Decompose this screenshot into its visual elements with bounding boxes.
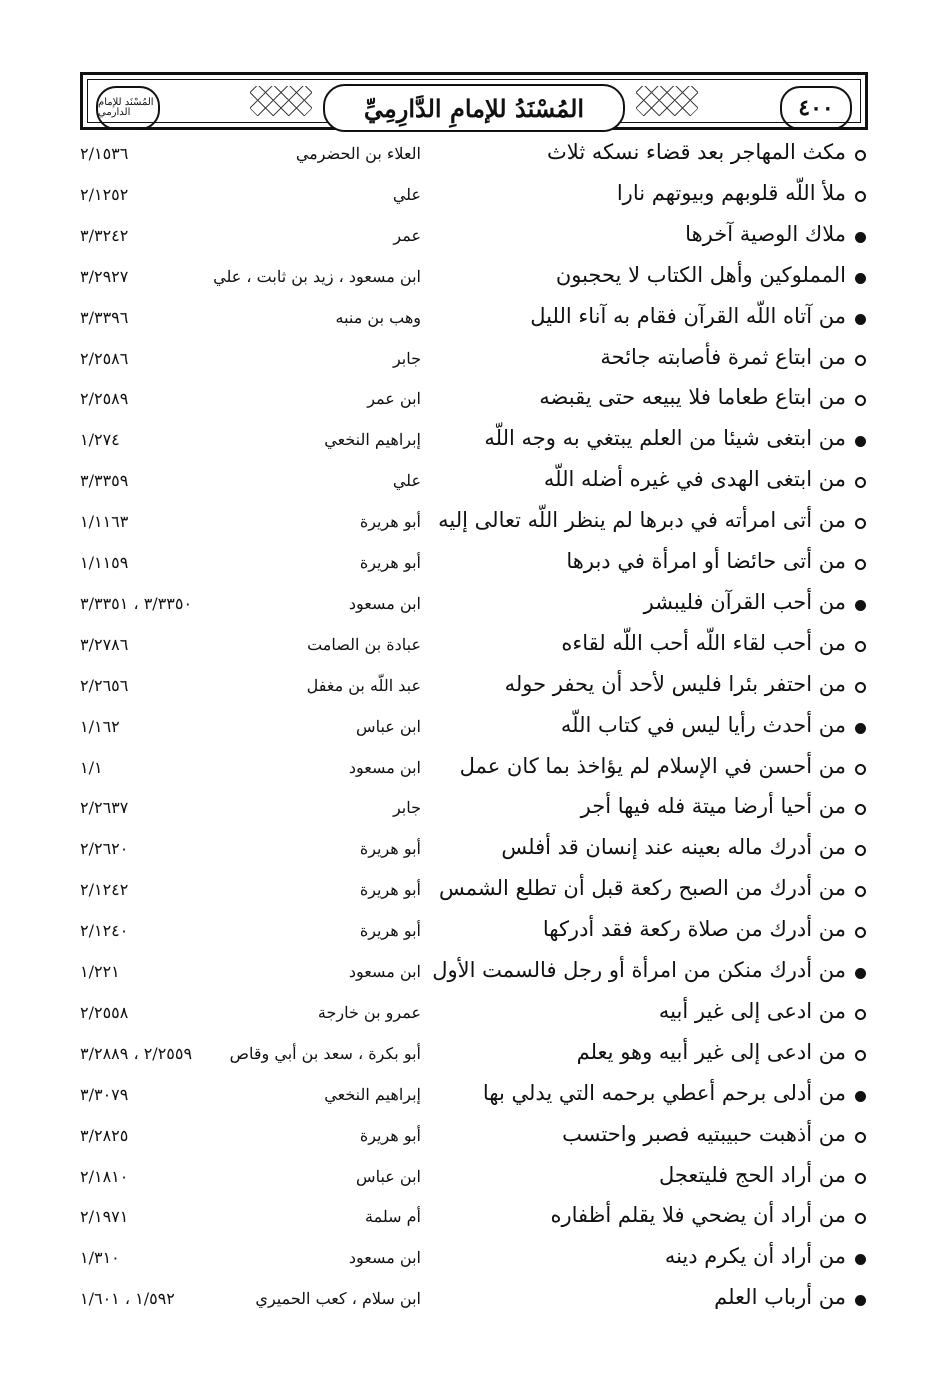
- narrator-name: جابر: [392, 349, 421, 368]
- open-circle-icon: [855, 845, 866, 856]
- index-row: [0, 465, 936, 505]
- index-row: [0, 1038, 936, 1078]
- index-row: [0, 915, 936, 955]
- narrator-name: عمرو بن خارجة: [317, 1003, 421, 1022]
- hadith-text: من أراد أن يكرم دينه: [664, 1244, 846, 1268]
- filled-bullet-icon: [855, 1091, 866, 1102]
- title-cartouche: [323, 84, 625, 132]
- narrator-name: أبو هريرة: [359, 512, 421, 531]
- open-circle-icon: [855, 682, 866, 693]
- hadith-text: من ابتغى الهدى في غيره أضله اللّه: [543, 467, 846, 491]
- index-row: [0, 792, 936, 832]
- hadith-text: ملأ اللّه قلوبهم وبيوتهم نارا: [616, 181, 846, 205]
- index-row: [0, 752, 936, 792]
- hadith-text: من أراد الحج فليتعجل: [658, 1163, 846, 1187]
- narrator-name: جابر: [392, 798, 421, 817]
- hadith-text: من أدرك ماله بعينه عند إنسان قد أفلس: [501, 835, 846, 859]
- hadith-text: من احتفر بئرا فليس لأحد أن يحفر حوله: [504, 672, 846, 696]
- hadith-reference: ٣/٣٠٧٩: [80, 1085, 129, 1104]
- narrator-name: ابن مسعود: [348, 594, 421, 613]
- narrator-name: ابن سلام ، كعب الحميري: [255, 1289, 421, 1308]
- open-circle-icon: [855, 559, 866, 570]
- open-circle-icon: [855, 886, 866, 897]
- hadith-reference: ٢/١٨١٠: [80, 1167, 129, 1186]
- hadith-text: من ابتاع طعاما فلا يبيعه حتى يقبضه: [539, 385, 846, 409]
- narrator-name: ابن مسعود: [348, 962, 421, 981]
- hadith-text: من أدرك من صلاة ركعة فقد أدركها: [542, 917, 846, 941]
- hadith-reference: ٢/١٢٤٢: [80, 880, 129, 899]
- narrator-name: أبو هريرة: [359, 921, 421, 940]
- open-circle-icon: [855, 804, 866, 815]
- hadith-text: من أحب القرآن فليبشر: [643, 590, 846, 614]
- hadith-reference: ٢/٢٥٥٩ ، ٣/٢٨٨٩: [80, 1044, 193, 1063]
- hadith-reference: ١/١٦٢: [80, 717, 120, 736]
- seal-text: المُسْنَد للإمام الدارمي: [98, 97, 154, 118]
- narrator-name: ابن مسعود ، زيد بن ثابت ، علي: [213, 267, 421, 286]
- index-row: [0, 874, 936, 914]
- hadith-text: من آتاه اللّه القرآن فقام به آناء الليل: [530, 304, 846, 328]
- index-row: [0, 179, 936, 219]
- filled-bullet-icon: [855, 273, 866, 284]
- narrator-name: عبد اللّه بن مغفل: [306, 676, 421, 695]
- filled-bullet-icon: [855, 1254, 866, 1265]
- hadith-reference: ٢/٢٦٥٦: [80, 676, 129, 695]
- hadith-text: من ابتغى شيئا من العلم يبتغي به وجه اللّه: [484, 426, 846, 450]
- page-number-box: [780, 86, 852, 130]
- hadith-reference: ١/٢٧٤: [80, 430, 120, 449]
- hadith-reference: ١/٢٢١: [80, 962, 120, 981]
- hadith-text: مكث المهاجر بعد قضاء نسكه ثلاث: [547, 140, 846, 164]
- ornament-lattice-right: [636, 86, 698, 116]
- narrator-name: أبو هريرة: [359, 553, 421, 572]
- open-circle-icon: [855, 1050, 866, 1061]
- index-row: [0, 1283, 936, 1323]
- hadith-reference: ٣/٢٧٨٦: [80, 635, 129, 654]
- book-seal-logo: [96, 86, 160, 130]
- index-row: [0, 997, 936, 1037]
- narrator-name: إبراهيم النخعي: [324, 430, 421, 449]
- filled-bullet-icon: [855, 1295, 866, 1306]
- book-title: المُسْنَدُ للإمامِ الدَّارِمِيِّ: [363, 93, 585, 123]
- narrator-name: أم سلمة: [365, 1207, 421, 1226]
- index-row: [0, 711, 936, 751]
- open-circle-icon: [855, 395, 866, 406]
- index-row: [0, 547, 936, 587]
- hadith-text: من ادعى إلى غير أبيه وهو يعلم: [576, 1040, 846, 1064]
- filled-bullet-icon: [855, 232, 866, 243]
- index-row: [0, 1120, 936, 1160]
- hadith-text: من أحيا أرضا ميتة فله فيها أجر: [580, 794, 846, 818]
- filled-bullet-icon: [855, 436, 866, 447]
- header-frame: [87, 79, 861, 123]
- ornament-lattice-left: [250, 86, 312, 116]
- hadith-text: من أرباب العلم: [714, 1285, 846, 1309]
- index-row: [0, 302, 936, 342]
- narrator-name: العلاء بن الحضرمي: [295, 144, 421, 163]
- index-row: [0, 1201, 936, 1241]
- hadith-reference: ٢/١٥٣٦: [80, 144, 129, 163]
- open-circle-icon: [855, 1132, 866, 1143]
- filled-bullet-icon: [855, 600, 866, 611]
- index-row: [0, 629, 936, 669]
- narrator-name: أبو هريرة: [359, 1126, 421, 1145]
- hadith-text: ملاك الوصية آخرها: [685, 222, 846, 246]
- page-number: ٤٠٠: [798, 95, 834, 121]
- hadith-text: من أتى امرأته في دبرها لم ينظر اللّه تعالى إليه: [438, 508, 846, 532]
- hadith-reference: ١/١: [80, 758, 103, 777]
- index-row: [0, 383, 936, 423]
- hadith-text: من أحب لقاء اللّه أحب اللّه لقاءه: [561, 631, 846, 655]
- hadith-text: من أحدث رأيا ليس في كتاب اللّه: [560, 713, 846, 737]
- hadith-text: من أتى حائضا أو امرأة في دبرها: [566, 549, 846, 573]
- hadith-reference: ١/١١٥٩: [80, 553, 129, 572]
- hadith-text: من أدرك من الصبح ركعة قبل أن تطلع الشمس: [439, 876, 846, 900]
- narrator-name: عبادة بن الصامت: [307, 635, 421, 654]
- hadith-text: من أراد أن يضحي فلا يقلم أظفاره: [550, 1203, 846, 1227]
- hadith-reference: ٢/٢٦٣٧: [80, 798, 129, 817]
- filled-bullet-icon: [855, 723, 866, 734]
- hadith-reference: ١/٥٩٢ ، ١/٦٠١: [80, 1289, 175, 1308]
- open-circle-icon: [855, 1213, 866, 1224]
- filled-bullet-icon: [855, 314, 866, 325]
- hadith-reference: ٢/٢٥٥٨: [80, 1003, 129, 1022]
- open-circle-icon: [855, 927, 866, 938]
- index-row: [0, 1242, 936, 1282]
- open-circle-icon: [855, 764, 866, 775]
- index-row: [0, 506, 936, 546]
- hadith-text: المملوكين وأهل الكتاب لا يحجبون: [555, 263, 846, 287]
- narrator-name: أبو بكرة ، سعد بن أبي وقاص: [229, 1044, 421, 1063]
- filled-bullet-icon: [855, 968, 866, 979]
- narrator-name: علي: [392, 471, 421, 490]
- hadith-reference: ٣/٣٢٤٢: [80, 226, 129, 245]
- hadith-text: من ابتاع ثمرة فأصابته جائحة: [600, 345, 846, 369]
- hadith-reference: ٣/٢٩٢٧: [80, 267, 129, 286]
- narrator-name: ابن مسعود: [348, 758, 421, 777]
- narrator-name: ابن عباس: [356, 1167, 421, 1186]
- hadith-reference: ٢/١٩٧١: [80, 1207, 129, 1226]
- hadith-text: من أدلى برحم أعطي برحمه التي يدلي بها: [482, 1081, 846, 1105]
- hadith-reference: ١/٣١٠: [80, 1248, 120, 1267]
- index-row: [0, 670, 936, 710]
- hadith-reference: ٣/٣٣٩٦: [80, 308, 129, 327]
- hadith-text: من ادعى إلى غير أبيه: [658, 999, 846, 1023]
- narrator-name: أبو هريرة: [359, 839, 421, 858]
- open-circle-icon: [855, 1173, 866, 1184]
- narrator-name: إبراهيم النخعي: [324, 1085, 421, 1104]
- open-circle-icon: [855, 150, 866, 161]
- hadith-reference: ٢/٢٦٢٠: [80, 839, 129, 858]
- index-row: [0, 1161, 936, 1201]
- open-circle-icon: [855, 518, 866, 529]
- hadith-reference: ٢/٢٥٨٦: [80, 349, 129, 368]
- narrator-name: ابن عباس: [356, 717, 421, 736]
- hadith-reference: ٣/٢٨٢٥: [80, 1126, 129, 1145]
- open-circle-icon: [855, 355, 866, 366]
- index-row: [0, 138, 936, 178]
- hadith-reference: ٢/١٢٥٢: [80, 185, 129, 204]
- open-circle-icon: [855, 1009, 866, 1020]
- narrator-name: وهب بن منبه: [335, 308, 421, 327]
- open-circle-icon: [855, 477, 866, 488]
- hadith-text: من أحسن في الإسلام لم يؤاخذ بما كان عمل: [459, 754, 846, 778]
- index-row: [0, 956, 936, 996]
- index-row: [0, 588, 936, 628]
- hadith-reference: ٢/٢٥٨٩: [80, 389, 129, 408]
- hadith-reference: ٣/٣٣٥٠ ، ٣/٣٣٥١: [80, 594, 193, 613]
- narrator-name: ابن عمر: [367, 389, 421, 408]
- hadith-reference: ١/١١٦٣: [80, 512, 129, 531]
- index-row: [0, 833, 936, 873]
- hadith-reference: ٢/١٢٤٠: [80, 921, 129, 940]
- hadith-text: من أذهبت حبيبتيه فصبر واحتسب: [562, 1122, 846, 1146]
- index-row: [0, 1079, 936, 1119]
- narrator-name: ابن مسعود: [348, 1248, 421, 1267]
- hadith-reference: ٣/٣٣٥٩: [80, 471, 129, 490]
- index-row: [0, 343, 936, 383]
- index-row: [0, 220, 936, 260]
- hadith-text: من أدرك منكن من امرأة أو رجل فالسمت الأول: [432, 958, 846, 982]
- open-circle-icon: [855, 191, 866, 202]
- index-row: [0, 261, 936, 301]
- page-header: [80, 72, 868, 130]
- index-row: [0, 424, 936, 464]
- open-circle-icon: [855, 641, 866, 652]
- narrator-name: علي: [392, 185, 421, 204]
- narrator-name: أبو هريرة: [359, 880, 421, 899]
- narrator-name: عمر: [393, 226, 421, 245]
